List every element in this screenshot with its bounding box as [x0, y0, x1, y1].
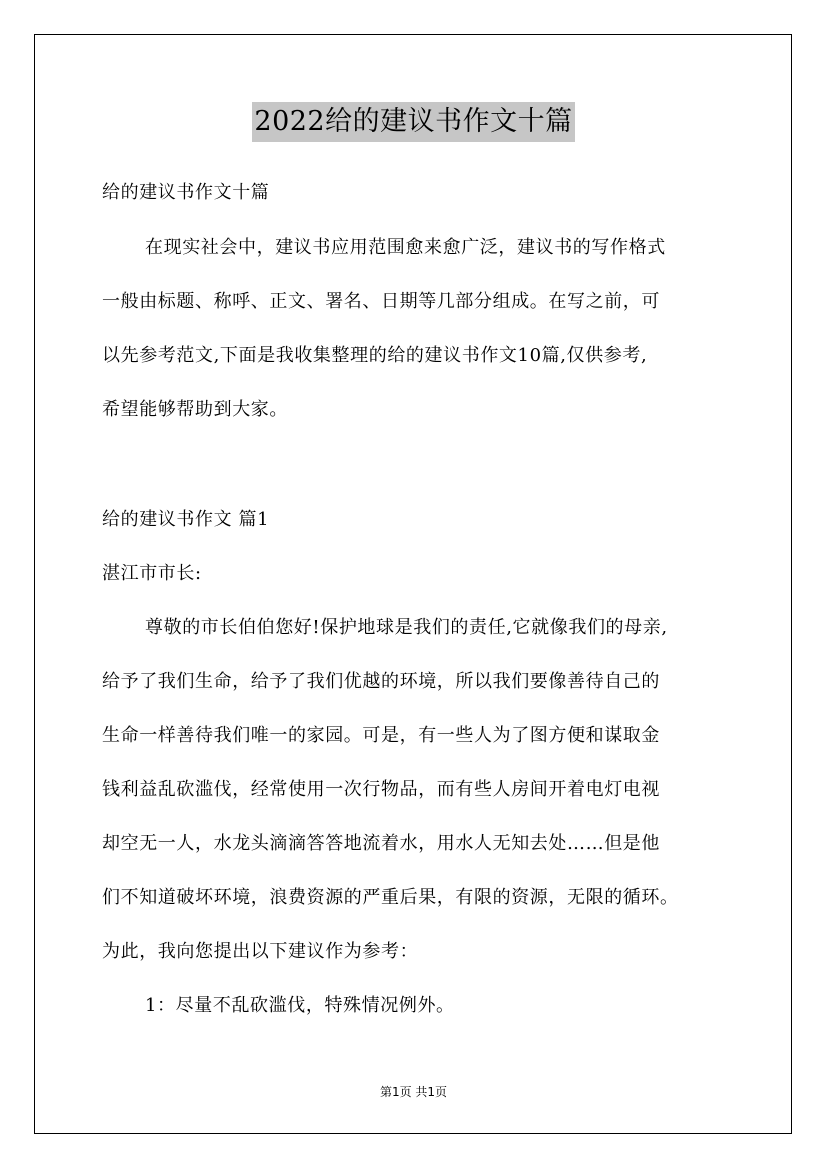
body-line-3: 生命一样善待我们唯一的家园。可是，有一些人为了图方便和谋取金 — [102, 725, 660, 746]
intro-line-1: 在现实社会中，建议书应用范围愈来愈广泛，建议书的写作格式 — [145, 237, 666, 258]
page-footer: 第1页 共1页 — [379, 1085, 448, 1099]
intro-line-4: 希望能够帮助到大家。 — [102, 399, 288, 420]
intro-line-3: 以先参考范文,下面是我收集整理的给的建议书作文10篇,仅供参考, — [102, 345, 648, 366]
document-title: 2022给的建议书作文十篇 — [252, 102, 574, 142]
body-line-5: 却空无一人，水龙头滴滴答答地流着水，用水人无知去处……但是他 — [102, 833, 660, 854]
body-line-7: 为此，我向您提出以下建议作为参考： — [102, 941, 419, 962]
title-container — [0, 102, 827, 142]
salutation: 湛江市市长: — [102, 563, 202, 584]
body-line-6: 们不知道破坏环境，浪费资源的严重后果，有限的资源，无限的循环。 — [102, 887, 679, 908]
body-line-4: 钱利益乱砍滥伐，经常使用一次行物品，而有些人房间开着电灯电视 — [102, 779, 660, 800]
body-line-2: 给予了我们生命，给予了我们优越的环境，所以我们要像善待自己的 — [102, 671, 660, 692]
intro-line-2: 一般由标题、称呼、正文、署名、日期等几部分组成。在写之前，可 — [102, 291, 660, 312]
document-heading: 给的建议书作文十篇 — [102, 182, 270, 203]
body-line-1: 尊敬的市长伯伯您好!保护地球是我们的责任,它就像我们的母亲, — [145, 617, 668, 638]
list-item-1: 1：尽量不乱砍滥伐，特殊情况例外。 — [145, 995, 455, 1016]
section-heading: 给的建议书作文 篇1 — [102, 509, 270, 530]
